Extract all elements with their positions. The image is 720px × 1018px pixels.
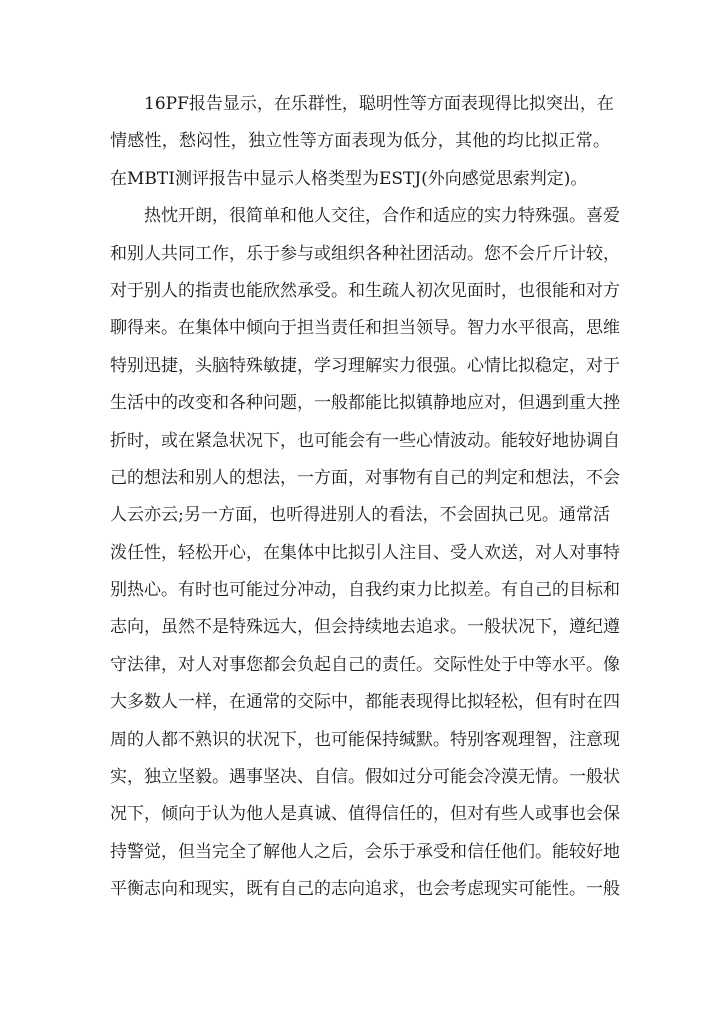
text-line: 人云亦云;另一方面，也听得进别人的看法，不会固执己见。通常活 xyxy=(110,505,610,526)
text-line: 聊得来。在集体中倾向于担当责任和担当领导。智力水平很高，思维 xyxy=(110,318,620,339)
text-line: 热忱开朗，很简单和他人交往，合作和适应的实力特殊强。喜爱 xyxy=(144,206,620,227)
text-line: 在MBTI测评报告中显示人格类型为ESTJ(外向感觉思索判定)。 xyxy=(110,168,588,189)
text-line: 16PF报告显示，在乐群性，聪明性等方面表现得比拟突出，在 xyxy=(144,94,614,114)
text-line: 守法律，对人对事您都会负起自己的责任。交际性处于中等水平。像 xyxy=(110,654,620,675)
text-line: 和别人共同工作，乐于参与或组织各种社团活动。您不会斤斤计较， xyxy=(110,243,620,264)
text-line: 大多数人一样，在通常的交际中，都能表现得比拟轻松，但有时在四 xyxy=(110,692,620,713)
paragraph-1 xyxy=(110,86,614,198)
text-line: 特别迅捷，头脑特殊敏捷，学习理解实力很强。心情比拟稳定，对于 xyxy=(110,355,620,376)
text-line: 折时，或在紧急状况下，也可能会有一些心情波动。能较好地协调自 xyxy=(110,430,620,451)
text-line: 生活中的改变和各种问题，一般都能比拟镇静地应对，但遇到重大挫 xyxy=(110,393,620,414)
text-line: 别热心。有时也可能过分冲动，自我约束力比拟差。有自己的目标和 xyxy=(110,580,620,601)
text-line: 志向，虽然不是特殊远大，但会持续地去追求。一般状况下，遵纪遵 xyxy=(110,617,620,638)
text-line: 情感性，愁闷性，独立性等方面表现为低分，其他的均比拟正常。 xyxy=(110,131,610,152)
text-line: 况下，倾向于认为他人是真诚、值得信任的，但对有些人或事也会保 xyxy=(110,804,620,825)
paragraph-2 xyxy=(110,198,620,908)
text-line: 周的人都不熟识的状况下，也可能保持缄默。特别客观理智，注意现 xyxy=(110,729,620,750)
document-body xyxy=(110,86,620,909)
text-line: 平衡志向和现实，既有自己的志向追求，也会考虑现实可能性。一般 xyxy=(110,879,620,900)
text-line: 实，独立坚毅。遇事坚决、自信。假如过分可能会冷漠无情。一般状 xyxy=(110,767,620,788)
text-line: 持警觉，但当完全了解他人之后，会乐于承受和信任他们。能较好地 xyxy=(110,841,620,862)
text-line: 泼任性，轻松开心，在集体中比拟引人注目、受人欢送，对人对事特 xyxy=(110,542,620,563)
text-line: 对于别人的指责也能欣然承受。和生疏人初次见面时，也很能和对方 xyxy=(110,280,620,301)
text-line: 己的想法和别人的想法，一方面，对事物有自己的判定和想法，不会 xyxy=(110,467,620,488)
